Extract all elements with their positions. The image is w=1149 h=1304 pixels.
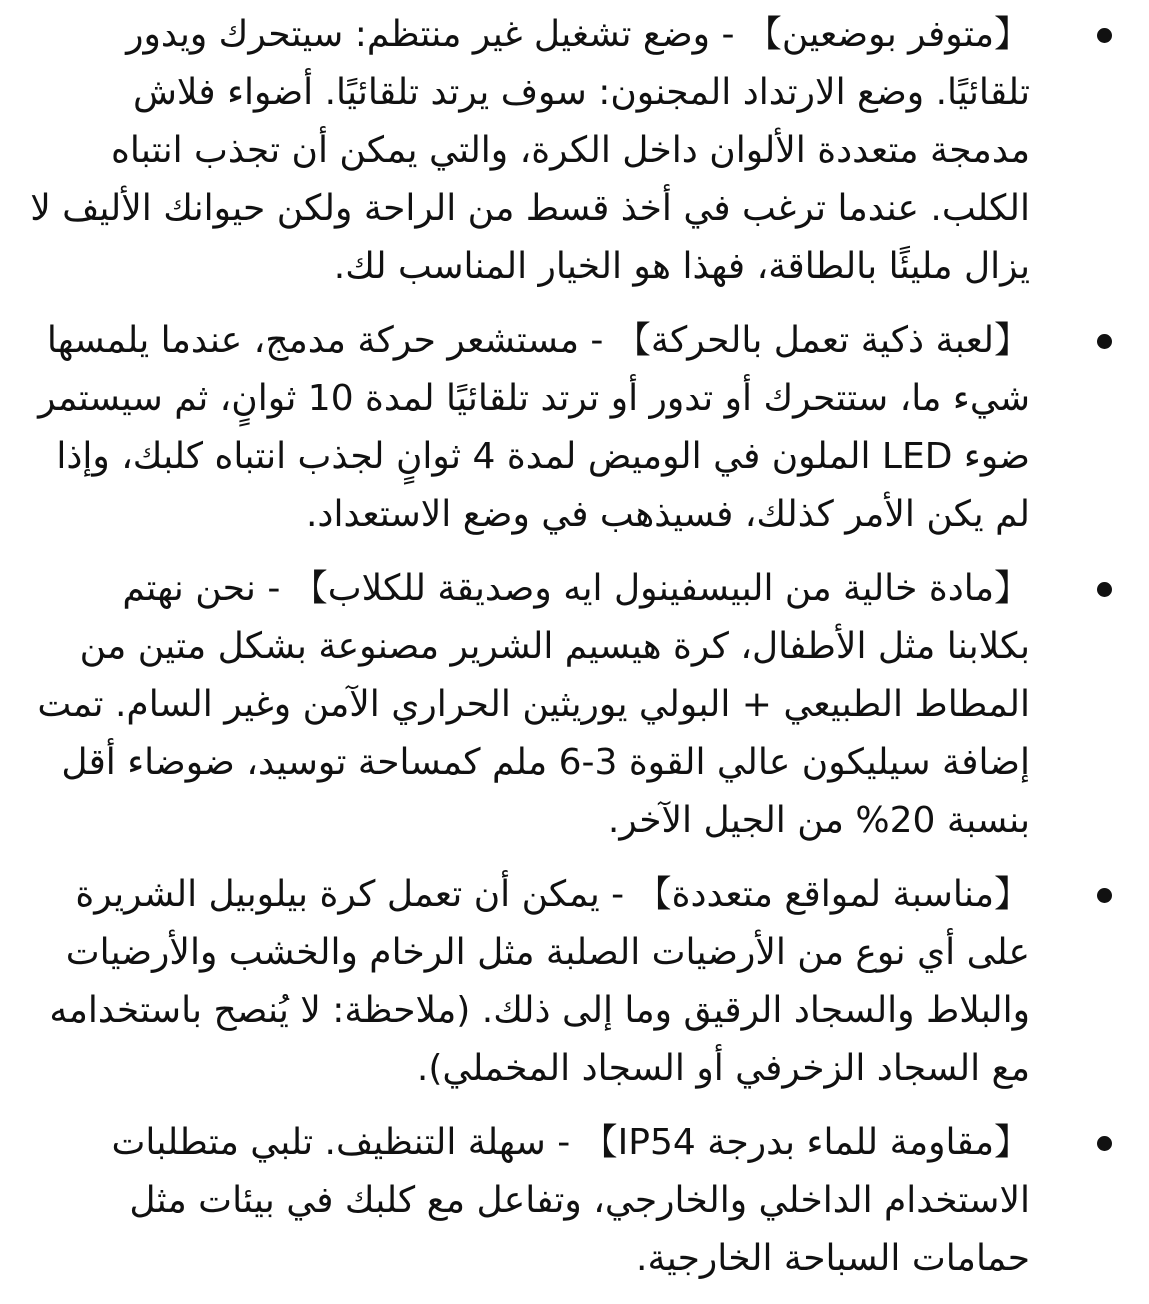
bullet-item-bpa-free [30, 560, 1120, 850]
feature-list-document [30, 6, 1120, 1304]
bullet-dot-icon [1097, 582, 1112, 597]
bullet-dot-icon [1097, 28, 1112, 43]
bullet-text: 【متوفر بوضعين】 - وضع تشغيل غير منتظم: سيتحرك ويدور تلقائيًا. وضع الارتداد المجنون: سوف يرتد تلقائيًا. أضواء فلاش مدمجة متعددة الألوان داخل الكرة، والتي يمكن أن تجذب انتباه الكلب. عندما ترغب في أخذ قسط من الراحة ولكن حيوانك الأليف لا يزال مليئًا بالطاقة، فهذا هو الخيار المناسب لك. [30, 14, 1030, 287]
feature-bullet-list [30, 6, 1120, 1288]
bullet-dot-icon [1097, 888, 1112, 903]
bullet-item-two-modes [30, 6, 1120, 296]
bullet-dot-icon [1097, 1136, 1112, 1151]
bullet-item-waterproof [30, 1114, 1120, 1288]
bullet-item-multiple-surfaces [30, 866, 1120, 1098]
bullet-item-motion-sensor [30, 312, 1120, 544]
bullet-text: 【مادة خالية من البيسفينول ايه وصديقة للكلاب】 - نحن نهتم بكلابنا مثل الأطفال، كرة هيسيم الشرير مصنوعة بشكل متين من المطاط الطبيعي + البولي يوريثين الحراري الآمن وغير السام. تمت إضافة سيليكون عالي القوة 3-6 ملم كمساحة توسيد، ضوضاء أقل بنسبة 20% من الجيل الآخر. [37, 568, 1030, 841]
bullet-text: 【مقاومة للماء بدرجة IP54】 - سهلة التنظيف. تلبي متطلبات الاستخدام الداخلي والخارجي، وتفاعل مع كلبك في بيئات مثل حمامات السباحة الخارجية. [111, 1122, 1030, 1279]
bullet-dot-icon [1097, 334, 1112, 349]
bullet-text: 【لعبة ذكية تعمل بالحركة】 - مستشعر حركة مدمج، عندما يلمسها شيء ما، ستتحرك أو تدور أو ترتد تلقائيًا لمدة 10 ثوانٍ، ثم سيستمر ضوء LED الملون في الوميض لمدة 4 ثوانٍ لجذب انتباه كلبك، وإذا لم يكن الأمر كذلك، فسيذهب في وضع الاستعداد. [38, 320, 1030, 535]
bullet-text: 【مناسبة لمواقع متعددة】 - يمكن أن تعمل كرة بيلوبيل الشريرة على أي نوع من الأرضيات الصلبة مثل الرخام والخشب والأرضيات والبلاط والسجاد الرقيق وما إلى ذلك. (ملاحظة: لا يُنصح باستخدامه مع السجاد الزخرفي أو السجاد المخملي). [49, 874, 1030, 1089]
